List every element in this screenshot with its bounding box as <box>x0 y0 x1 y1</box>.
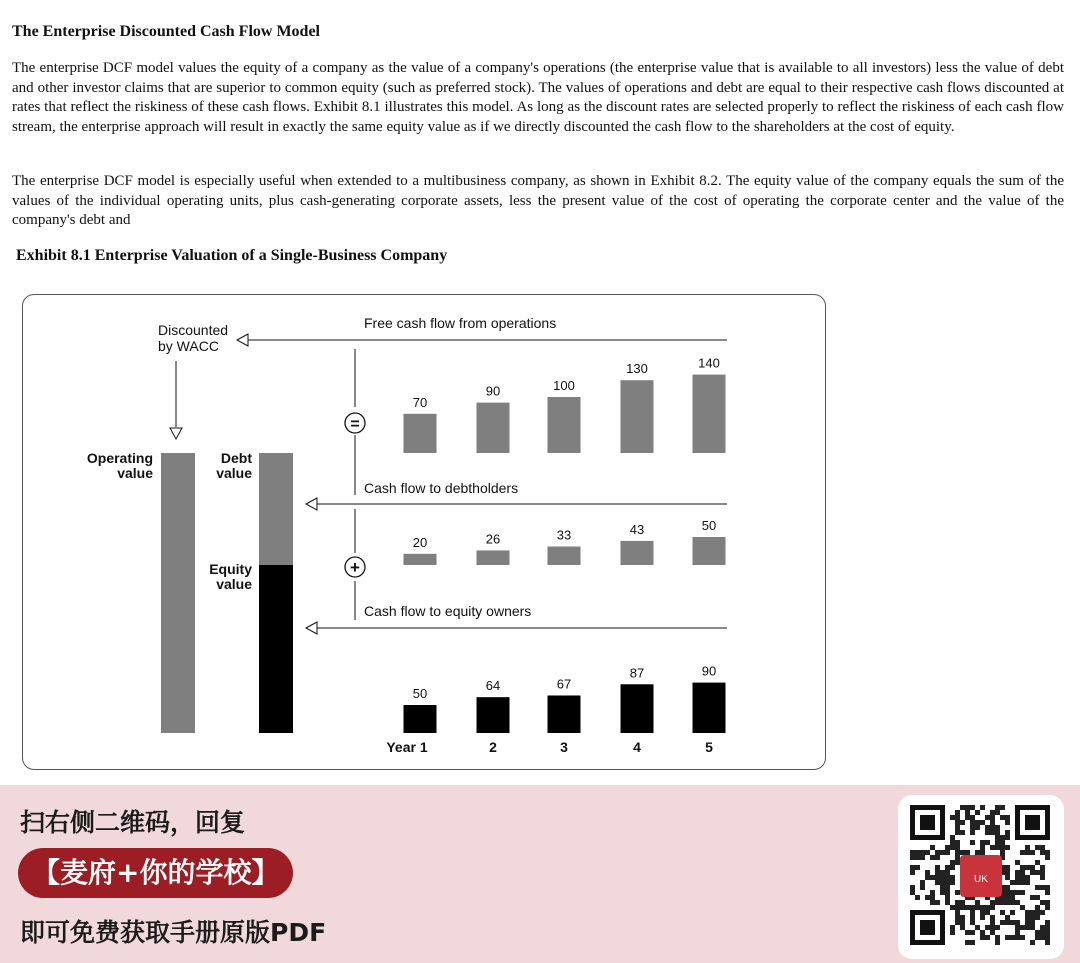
data-label-s3-5: 90 <box>701 663 717 679</box>
bar-s2-3 <box>548 547 581 565</box>
x-tick-label-5: 5 <box>705 739 713 755</box>
x-tick-label-3: 3 <box>560 739 568 755</box>
paragraph-1: The enterprise DCF model values the equity of a company as the value of a company's operations (the enterprise value that is available to all investors) less the value of debt and other investor claims that are superior to common equity (such as preferred stock). The values of operations and debt are equal to their respective cash flows discounted at rates that reflect the riskiness of these cash flows. Exhibit 8.1 illustrates this model. As long as the discount rates are selected properly to reflect the riskiness of each cash flow stream, the enterprise approach will result in exactly the same equity value as if we directly discounted the cash flow to the shareholders at the cost of equity. <box>12 60 1064 135</box>
series-label-debt: Cash flow to debtholders <box>364 480 519 496</box>
bar-groups <box>386 356 725 755</box>
equity-value-bar <box>259 565 293 733</box>
qr-code-card[interactable] <box>898 795 1064 959</box>
bar-s1-5 <box>693 375 726 453</box>
exhibit-title: Exhibit 8.1 Enterprise Valuation of a Single-Business Company <box>16 247 448 264</box>
data-label-s1-3: 100 <box>553 378 575 393</box>
debt-flow-arrowhead <box>306 498 317 510</box>
x-tick-label-4: 4 <box>633 739 641 755</box>
bar-s1-1 <box>404 414 437 453</box>
bar-s1-4 <box>621 380 654 453</box>
banner-offer: 即可免费获取手册原版PDF <box>20 918 327 947</box>
fcf-arrowhead <box>237 334 248 346</box>
debt-label-line2: value <box>216 465 252 481</box>
data-label-s1-2: 90 <box>485 383 501 399</box>
data-label-s2-4: 43 <box>629 521 645 537</box>
discounted-label-line1: Discounted <box>158 322 229 338</box>
data-label-s1-5: 140 <box>698 355 720 371</box>
bar-s3-2 <box>477 697 510 733</box>
equity-label-line2: value <box>216 576 252 592</box>
exhibit-diagram <box>23 295 827 771</box>
data-label-s2-3: 33 <box>556 527 572 543</box>
data-label-s1-4: 130 <box>626 361 648 377</box>
discount-down-arrowhead <box>170 428 182 439</box>
equals-symbol: = <box>350 416 360 433</box>
bar-s1-2 <box>477 403 510 453</box>
section-heading: The Enterprise Discounted Cash Flow Model <box>12 23 320 40</box>
series-label-equity: Cash flow to equity owners <box>364 603 532 619</box>
equity-flow-arrowhead <box>306 622 317 634</box>
bar-s3-1 <box>404 705 437 733</box>
bar-s3-5 <box>693 683 726 733</box>
data-label-s1-1: 70 <box>412 394 428 410</box>
banner-keyword-pill: 【麦府+你的学校】 <box>18 848 293 898</box>
data-label-s3-3: 67 <box>556 676 572 692</box>
promo-banner <box>0 785 1080 963</box>
paragraph-2: The enterprise DCF model is especially useful when extended to a multibusiness company, as shown in Exhibit 8.2. The equity value of the company equals the sum of the values of the individual operating units, plus cash-generating corporate assets, less the present value of the cost of operating the corporate center and the value of the company's debt and <box>12 173 1064 228</box>
x-tick-label-2: 2 <box>489 739 497 755</box>
data-label-s3-2: 64 <box>485 678 501 694</box>
data-label-s3-4: 87 <box>629 665 645 681</box>
bar-s1-3 <box>548 397 581 453</box>
x-tick-label-1: Year 1 <box>386 739 428 755</box>
operating-value-bar <box>161 453 195 733</box>
series-label-fcf: Free cash flow from operations <box>364 315 557 331</box>
debt-label-line1: Debt <box>220 450 252 466</box>
debt-value-bar <box>259 453 293 565</box>
bar-s2-4 <box>621 541 654 565</box>
data-label-s3-1: 50 <box>412 686 428 701</box>
exhibit-figure <box>22 294 826 770</box>
data-label-s2-1: 20 <box>412 534 428 550</box>
bar-s2-5 <box>693 537 726 565</box>
operating-label-line1: Operating <box>86 450 153 466</box>
bar-s2-2 <box>477 550 510 565</box>
bar-s2-1 <box>404 554 437 565</box>
equity-label-line1: Equity <box>209 561 252 577</box>
qr-code-icon <box>910 805 1052 949</box>
qr-logo-text: UK <box>974 874 988 885</box>
data-label-s2-5: 50 <box>701 518 717 533</box>
discounted-label-line2: by WACC <box>158 338 219 354</box>
plus-symbol: + <box>350 558 360 577</box>
bar-s3-4 <box>621 684 654 733</box>
operating-label-line2: value <box>117 465 153 481</box>
banner-instruction: 扫右侧二维码，回复 <box>20 808 246 837</box>
bar-s3-3 <box>548 695 581 733</box>
data-label-s2-2: 26 <box>485 531 501 547</box>
